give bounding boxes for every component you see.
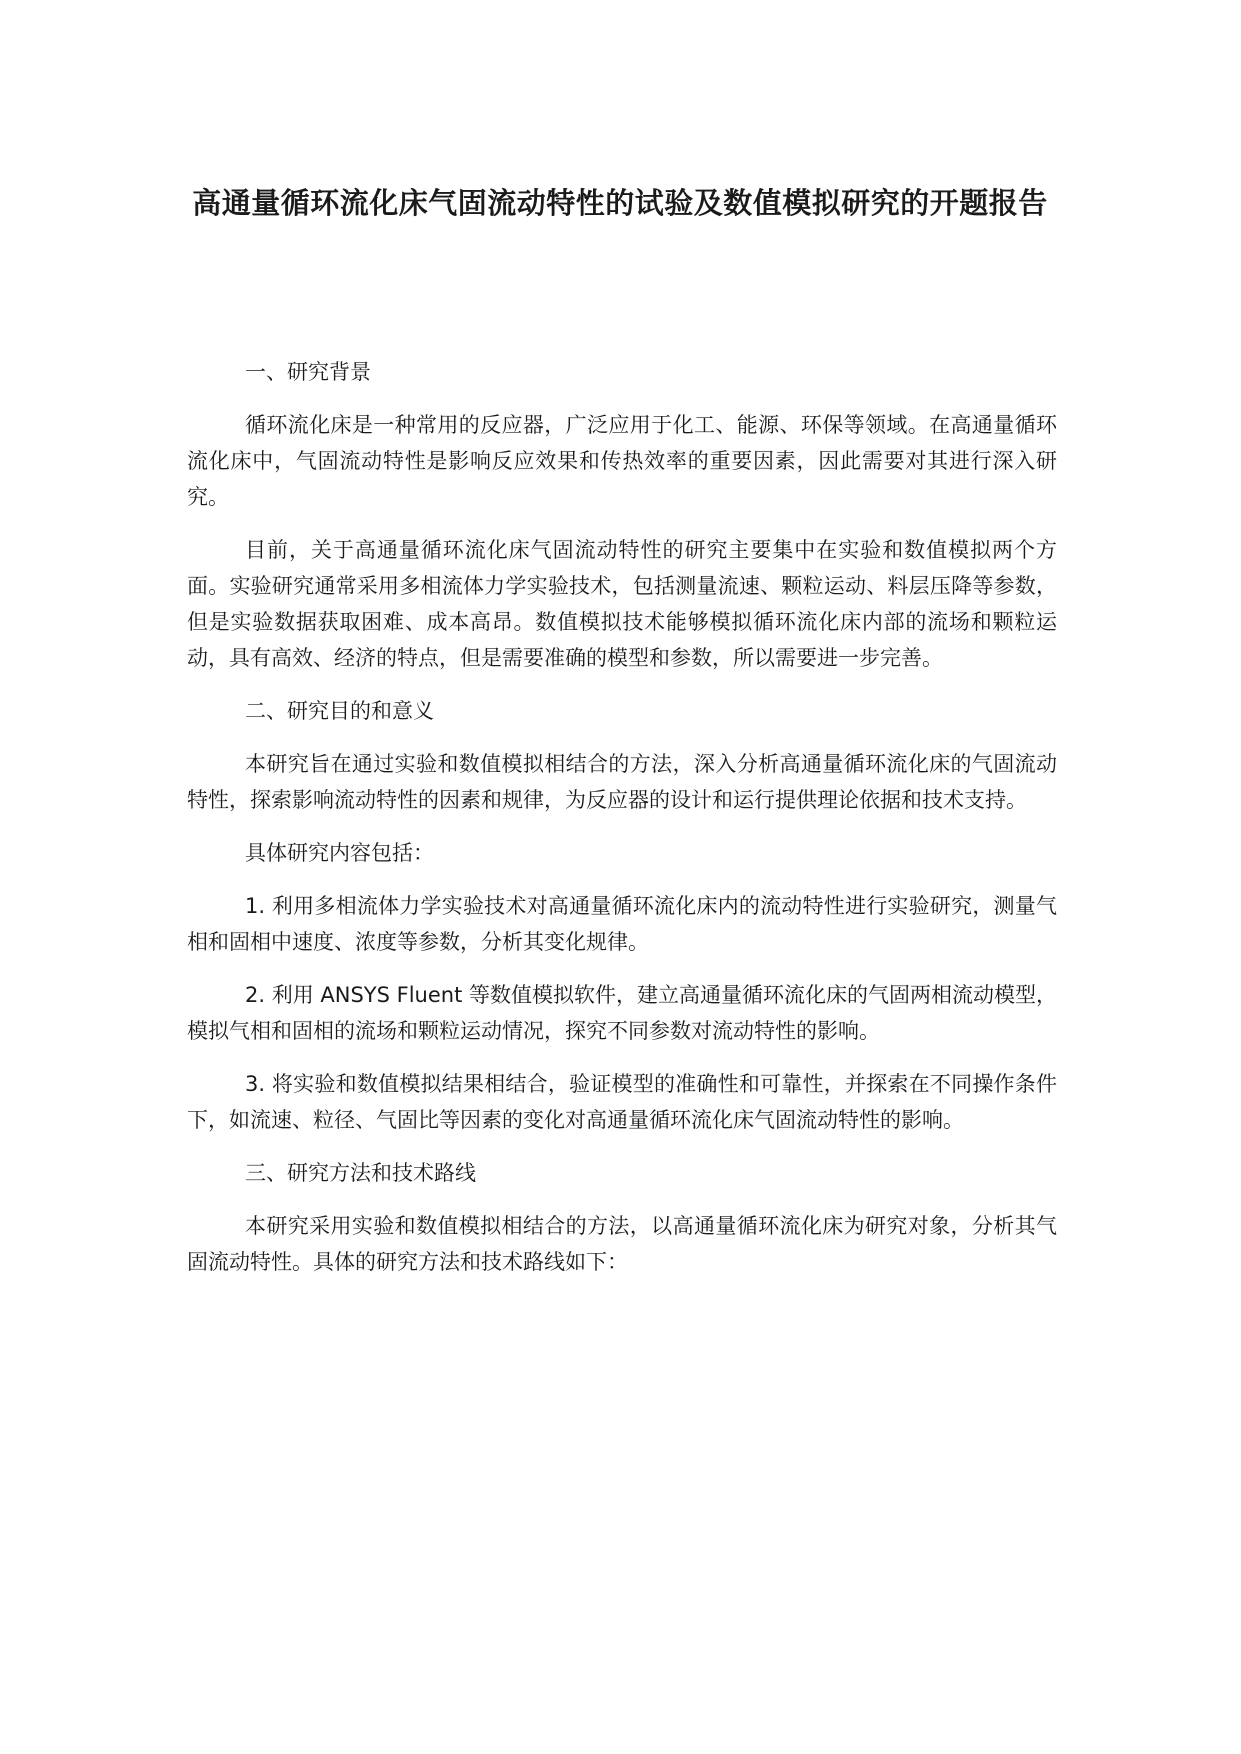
paragraph: 循环流化床是一种常用的反应器，广泛应用于化工、能源、环保等领域。在高通量循环流化床中，气固流动特性是影响反应效果和传热效率的重要因素，因此需要对其进行深入研究。	[187, 413, 1057, 509]
section-heading: 三、研究方法和技术路线	[245, 1161, 476, 1185]
document-body	[187, 354, 1057, 1297]
paragraph: 本研究采用实验和数值模拟相结合的方法，以高通量循环流化床为研究对象，分析其气固流动特性。具体的研究方法和技术路线如下：	[187, 1214, 1057, 1274]
list-item: 2. 利用 ANSYS Fluent 等数值模拟软件，建立高通量循环流化床的气固两相流动模型，模拟气相和固相的流场和颗粒运动情况，探究不同参数对流动特性的影响。	[187, 983, 1057, 1043]
paragraph: 具体研究内容包括：	[245, 841, 434, 865]
section-heading: 一、研究背景	[245, 360, 371, 384]
list-item: 3. 将实验和数值模拟结果相结合，验证模型的准确性和可靠性，并探索在不同操作条件下，如流速、粒径、气固比等因素的变化对高通量循环流化床气固流动特性的影响。	[187, 1072, 1057, 1132]
document-title: 高通量循环流化床气固流动特性的试验及数值模拟研究的开题报告	[192, 186, 1048, 220]
paragraph: 本研究旨在通过实验和数值模拟相结合的方法，深入分析高通量循环流化床的气固流动特性，探索影响流动特性的因素和规律，为反应器的设计和运行提供理论依据和技术支持。	[187, 752, 1057, 812]
paragraph: 目前，关于高通量循环流化床气固流动特性的研究主要集中在实验和数值模拟两个方面。实验研究通常采用多相流体力学实验技术，包括测量流速、颗粒运动、料层压降等参数，但是实验数据获取困难、成本高昂。数值模拟技术能够模拟循环流化床内部的流场和颗粒运动，具有高效、经济的特点，但是需要准确的模型和参数，所以需要进一步完善。	[187, 538, 1057, 670]
section-heading: 二、研究目的和意义	[245, 699, 434, 723]
list-item: 1. 利用多相流体力学实验技术对高通量循环流化床内的流动特性进行实验研究，测量气相和固相中速度、浓度等参数，分析其变化规律。	[187, 894, 1057, 954]
